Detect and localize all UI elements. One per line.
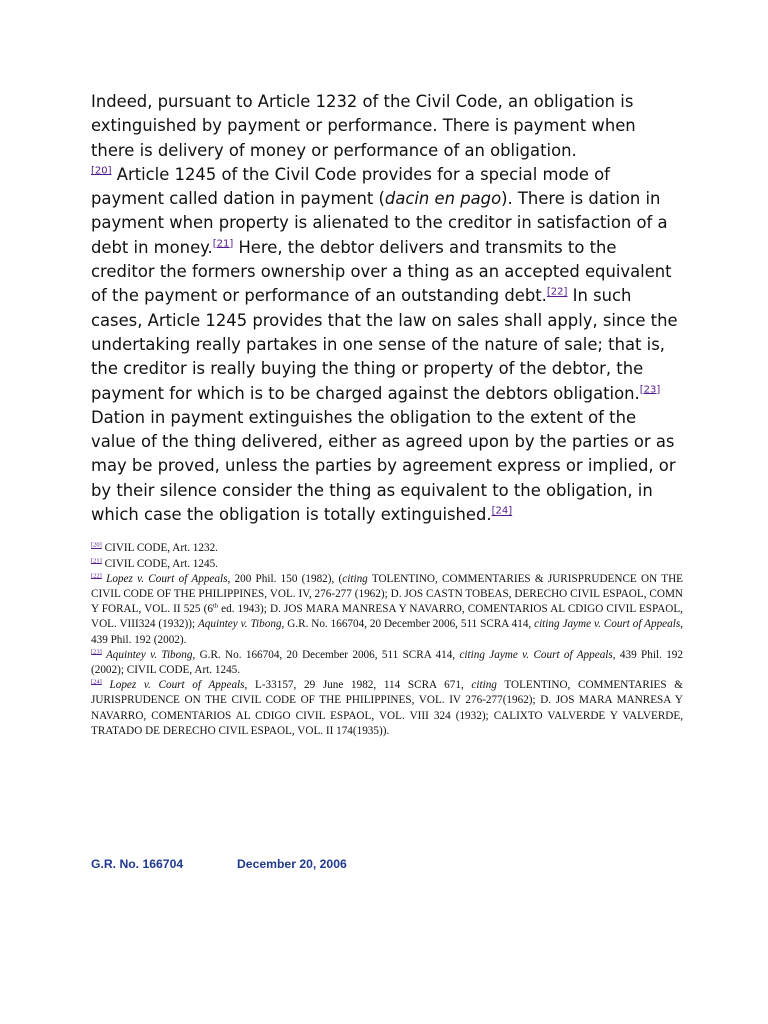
footnote-text: , 439 Phil. 192 (2002). [91,618,683,646]
case-name: Lopez v. Court of Appeals [101,572,228,585]
case-name: citing Jayme v. Court of Appeals [459,648,613,661]
footnote-21 [91,557,683,572]
case-name: citing Jayme v. Court of Appeals [534,618,681,631]
text-segment-italic: dacin en pago [384,189,502,209]
footnote-text: , L-33157, 29 June 1982, 114 SCRA 671, [244,679,472,692]
text-segment: Dation in payment extinguishes the obligation to the extent of the value of the thing delivered, either as agreed upon by the parties or as may be proved, unless the parties by agreement express or implied, or by their silence consider the thing as equivalent to the obligation, in which case the obligation is totally extinguished. [91,407,676,525]
citation-signal: citing [342,572,368,585]
text-segment: Indeed, pursuant to Article 1232 of the Civil Code, an obligation is extinguished by payment or performance. There is payment when there is delivery of money or performance of an obligation. [91,92,636,160]
case-name: Lopez v. Court of Appeals [101,679,245,692]
footnote-link-21[interactable]: [21] [212,238,234,250]
case-name: Aquintey v. Tibong [197,618,282,631]
text-segment: In such cases, Article 1245 provides that the law on sales shall apply, since the undertaking really partakes in one sense of the nature of sale; that is, the creditor is really buying the thing or property of the debtor, the payment for which is to be charged against the debtors obligation. [91,286,678,403]
main-paragraph [91,90,683,527]
footnote-text: TOLENTINO, COMMENTARIES & JURISPRUDENCE ON THE CIVIL CODE OF THE PHILIPPINES, VOL. IV 276-277(1962); D. JOS MARA MANRESA Y NAVARRO, COMENTARIOS AL CDIGO CIVIL ESPAOL, VOL. VIII 324 (1932); CALIXTO VALVERDE Y VALVERDE, TRATADO DE DERECHO CIVIL ESPAOL, VOL. II 174(1935)). [91,679,683,737]
footnote-number[interactable]: [21] [91,556,102,564]
footnote-number[interactable]: [23] [91,648,102,656]
footnote-text: , 439 Phil. 192 (2002); CIVIL CODE, Art. 1245. [91,648,683,676]
footnote-24 [91,678,683,739]
footnote-link-22[interactable]: [22] [546,286,568,298]
footnote-23 [91,648,683,678]
footnote-text: , G.R. No. 166704, 20 December 2006, 511 SCRA 414, [192,648,460,661]
text-segment: ). There is dation in payment when property is alienated to the creditor in satisfaction of a debt in money. [91,189,668,257]
footnote-link-23[interactable]: [23] [639,384,661,396]
footnote-20 [91,541,683,556]
footnotes [91,541,683,739]
footnote-number[interactable]: [20] [91,541,102,549]
citation-signal: citing [471,679,497,692]
document-page [91,90,683,739]
document-footer [91,857,347,871]
footnote-text: , 200 Phil. 150 (1982), ( [227,572,343,585]
footnote-number[interactable]: [22] [91,572,102,580]
footnote-text: CIVIL CODE, Art. 1245. [101,557,218,570]
text-segment: Article 1245 of the Civil Code provides for a special mode of payment called dation in payment ( [91,164,610,209]
gr-number: G.R. No. 166704 [91,857,184,871]
text-segment: Here, the debtor delivers and transmits to the creditor the formers ownership over a thing as an accepted equivalent of the payment or performance of an outstanding debt. [91,237,672,306]
footnote-number[interactable]: [24] [91,678,102,686]
footnote-link-20[interactable]: [20] [91,165,112,177]
footnote-22 [91,572,683,648]
case-name: Aquintey v. Tibong [101,648,193,661]
footnote-text: CIVIL CODE, Art. 1232. [101,542,218,555]
footnote-text: , G.R. No. 166704, 20 December 2006, 511 SCRA 414, [281,618,535,631]
footnote-link-24[interactable]: [24] [491,505,513,517]
ordinal-suffix: th [212,602,218,610]
footnote-text: TOLENTINO, COMMENTARIES & JURISPRUDENCE ON THE CIVIL CODE OF THE PHILIPPINES, VOL. IV, 276-277 (1962); D. JOS CASTN TOBEAS, DERECHO CIVIL ESPAOL, COMN Y FORAL, VOL. II 525 (6 [91,572,683,616]
footnote-text: ed. 1943); D. JOS MARA MANRESA Y NAVARRO, COMENTARIOS AL CDIGO CIVIL ESPAOL, VOL. VIII324 (1932)); [91,603,683,631]
decision-date: December 20, 2006 [237,857,347,871]
